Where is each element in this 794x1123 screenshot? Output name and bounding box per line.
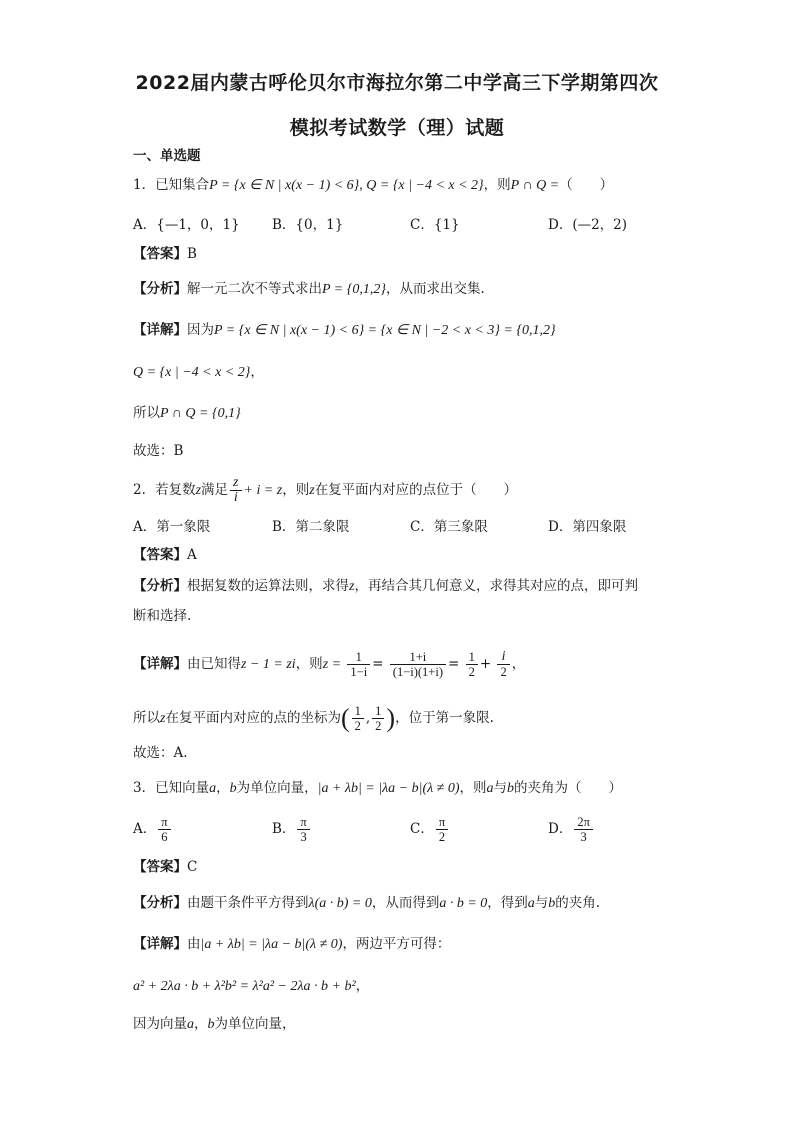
q2-frac-3: $\frac{1}{2}$	[466, 650, 478, 679]
doc-title-line1: 2022届内蒙古呼伦贝尔市海拉尔第二中学高三下学期第四次	[135, 72, 659, 94]
q2-option-a: A．第一象限	[133, 519, 211, 535]
q1-option-a: A．{—1，0，1}	[133, 217, 240, 233]
q3-detail-line2: a² + 2λa · b + λ²b² = λ²a² − 2λa · b + b²，	[133, 978, 370, 994]
q3-detail: 【详解】由|a + λb| = |λa − b|(λ ≠ 0)，两边平方可得：	[133, 936, 451, 952]
q1-stem: 1．已知集合P = {x ∈ N | x(x − 1) < 6}, Q = {x | −4 < x < 2}，则P ∩ Q =（ ）	[133, 177, 614, 193]
q2-option-c: C．第三象限	[410, 519, 488, 535]
doc-title-line2: 模拟考试数学（理）试题	[289, 117, 505, 139]
q2-detail: 【详解】由已知得z − 1 = zi，则z = $\frac{1}{1-i}$ = $\frac{1+i}{(1-i)(1+i)}$ = $\frac{1}{2}$ + $\frac{i}{2}$ ，	[133, 649, 526, 679]
q2-stem-fraction: $\frac{z}{i}$	[230, 476, 241, 505]
q2-option-b: B．第二象限	[272, 519, 350, 535]
q2-frac-4: $\frac{i}{2}$	[497, 650, 509, 679]
q2-point-y: $\frac{1}{2}$	[372, 704, 384, 733]
q3-option-a: A． $\frac{\pi}{6}$	[133, 815, 173, 844]
q1-detail-line2: Q = {x | −4 < x < 2}，	[133, 364, 264, 380]
q1-detail: 【详解】因为P = {x ∈ N | x(x − 1) < 6} = {x ∈ N | −2 < x < 3} = {0,1,2}	[133, 322, 556, 338]
q3-stem: 3．已知向量a，b为单位向量，|a + λb| = |λa − b|(λ ≠ 0)，则a与b的夹角为（ ）	[133, 780, 623, 796]
q2-option-d: D．第四象限	[548, 519, 627, 535]
q1-conclusion: 故选：B	[133, 443, 184, 459]
q2-stem: 2．若复数z满足 $\frac{z}{i}$ + i = z，则z在复平面内对应的点位于（ ）	[133, 475, 518, 505]
q2-frac-2: $\frac{1+i}{(1-i)(1+i)}$	[390, 650, 446, 679]
q2-point-x: $\frac{1}{2}$	[352, 704, 364, 733]
q1-detail-line3: 所以P ∩ Q = {0,1}	[133, 405, 241, 421]
q3-detail-line3: 因为向量a，b为单位向量，	[133, 1016, 296, 1032]
section-heading: 一、单选题	[133, 148, 201, 164]
q2-analysis: 【分析】根据复数的运算法则，求得z，再结合其几何意义，求得其对应的点，即可判	[133, 578, 638, 594]
q2-conclusion: 故选：A.	[133, 745, 188, 761]
q3-option-d: D． $\frac{2\pi}{3}$	[548, 815, 595, 844]
q1-analysis: 【分析】解一元二次不等式求出P = {0,1,2}，从而求出交集.	[133, 281, 485, 297]
q2-analysis-line2: 断和选择.	[133, 608, 192, 624]
q1-option-d: D．(—2，2)	[548, 217, 628, 233]
q1-answer: 【答案】B	[133, 246, 197, 262]
q2-answer: 【答案】A	[133, 547, 197, 563]
q3-analysis: 【分析】由题干条件平方得到λ(a · b) = 0，从而得到a · b = 0，得到a与b的夹角.	[133, 895, 601, 911]
q2-frac-1: $\frac{1}{1-i}$	[347, 650, 370, 679]
q2-detail-line2: 所以z在复平面内对应的点的坐标为( $\frac{1}{2}$ , $\frac{1}{2}$ )，位于第一象限.	[133, 703, 494, 733]
q3-option-b: B． $\frac{\pi}{3}$	[272, 815, 312, 844]
q1-option-b: B．{0，1}	[272, 217, 344, 233]
q3-answer: 【答案】C	[133, 859, 198, 875]
q1-option-c: C．{1}	[410, 217, 460, 233]
q3-option-c: C． $\frac{\pi}{2}$	[410, 815, 450, 844]
